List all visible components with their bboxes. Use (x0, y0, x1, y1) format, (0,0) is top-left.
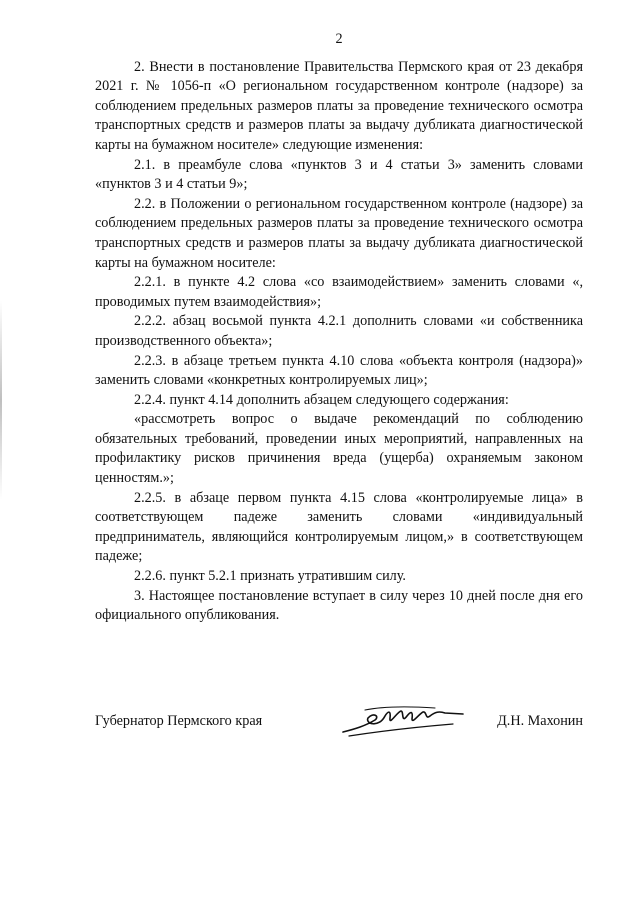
paragraph-2-2-4: 2.2.4. пункт 4.14 дополнить абзацем следующего содержания: (134, 391, 509, 408)
paragraph-2-2-1: 2.2.1. в пункте 4.2 слова «со взаимодействием» заменить словами «, проводимых путем взаимодействия»; (95, 274, 583, 310)
paragraph-2-2-6: 2.2.6. пункт 5.2.1 признать утратившим силу. (134, 568, 406, 585)
paragraph-2-2-3: 2.2.3. в абзаце третьем пункта 4.10 слова «объекта контроля (надзора)» заменить словами «конкретных контролируемых лиц»; (95, 352, 583, 389)
signatory-name: Д.Н. Махонин (497, 713, 583, 729)
paragraph-2-2: 2.2. в Положении о региональном государственном контроле (надзоре) за соблюдением предельных размеров платы за проведение технического осмотра транспортных средств и размеров платы за выдачу дубликата диагностической карты на бумажном носителе: (95, 195, 583, 271)
page-number: 2 (335, 31, 343, 47)
paragraph-2-2-5: 2.2.5. в абзаце первом пункта 4.15 слова «контролируемые лица» в соответствующем падеже заменить словами «индивидуальный предприниматель, являющийся контролируемым лицом,» в соответствующем падеже; (95, 489, 583, 565)
paragraph-2: 2. Внести в постановление Правительства Пермского края от 23 декабря 2021 г. № 1056-п «О региональном государственном контроле (надзоре) за соблюдением предельных размеров платы за проведение технического осмотра транспортных средств и размеров платы за выдачу дубликата диагностической карты на бумажном носителе» следующие изменения: (95, 58, 583, 153)
paragraph-2-1: 2.1. в преамбуле слова «пунктов 3 и 4 статьи 3» заменить словами «пунктов 3 и 4 статьи 9»; (95, 156, 583, 193)
signature-block (95, 708, 583, 748)
scan-edge-shadow (0, 300, 2, 500)
paragraph-3: 3. Настоящее постановление вступает в силу через 10 дней после дня его официального опубликования. (95, 587, 583, 624)
handwritten-signature (335, 702, 470, 742)
document-page (95, 30, 583, 626)
paragraph-quote: «рассмотреть вопрос о выдаче рекомендаций по соблюдению обязательных требований, проведении иных мероприятий, направленных на профилактику рисков причинения вреда (ущерба) охраняемым законом ценностям.»; (95, 411, 583, 487)
signatory-title: Губернатор Пермского края (95, 713, 263, 729)
paragraph-2-2-2: 2.2.2. абзац восьмой пункта 4.2.1 дополнить словами «и собственника производственного объекта»; (95, 313, 583, 349)
